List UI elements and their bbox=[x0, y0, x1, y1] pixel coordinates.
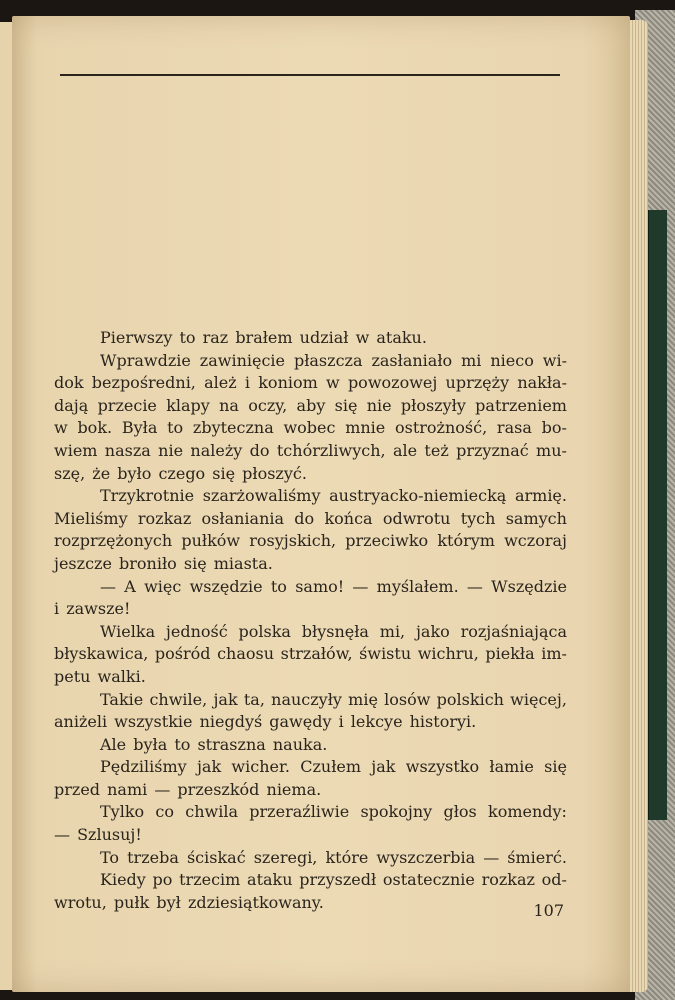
header-rule bbox=[60, 74, 560, 76]
text-line: dają przecie klapy na oczy, aby się nie płoszyły patrzeniem bbox=[54, 395, 567, 415]
text-line: To trzeba ściskać szeregi, które wyszczerbia — śmierć. bbox=[100, 847, 567, 867]
text-line: i zawsze! bbox=[54, 599, 131, 619]
text-line: przed nami — przeszkód niema. bbox=[54, 779, 322, 799]
text-line: w bok. Była to zbyteczna wobec mnie ostrożność, rasa bo- bbox=[54, 418, 567, 438]
text-line: jeszcze broniło się miasta. bbox=[54, 553, 273, 573]
text-line: Pędziliśmy jak wicher. Czułem jak wszystko łamie się bbox=[100, 757, 567, 777]
book-page bbox=[12, 16, 630, 992]
text-line: rozprzężonych pułków rosyjskich, przeciwko którym wczoraj bbox=[54, 531, 567, 551]
text-line: Takie chwile, jak ta, nauczyły mię losów polskich więcej, bbox=[100, 689, 567, 709]
text-line: Tylko co chwila przeraźliwie spokojny głos komendy: bbox=[100, 802, 567, 822]
text-line: — A więc wszędzie to samo! — myślałem. — Wszędzie bbox=[100, 576, 567, 596]
text-line: wrotu, pułk był zdziesiątkowany. bbox=[54, 892, 324, 912]
text-line: Trzykrotnie szarżowaliśmy austryacko-niemiecką armię. bbox=[100, 486, 567, 506]
text-line: Pierwszy to raz brałem udział w ataku. bbox=[100, 328, 427, 347]
page-text bbox=[54, 327, 567, 914]
text-line: wiem nasza nie należy do tchórzliwych, ale też przyznać mu- bbox=[54, 440, 567, 460]
text-line: Kiedy po trzecim ataku przyszedł ostatecznie rozkaz od- bbox=[100, 870, 567, 890]
text-line: Wielka jedność polska błysnęła mi, jako rozjaśniająca bbox=[100, 621, 567, 641]
text-line: dok bezpośredni, ależ i koniom w powozowej uprzęży nakła- bbox=[54, 373, 567, 393]
text-line: petu walki. bbox=[54, 666, 146, 686]
text-line: — Szlusuj! bbox=[54, 825, 142, 845]
text-line: błyskawica, pośród chaosu strzałów, świstu wichru, piekła im- bbox=[54, 644, 567, 664]
book-spine-green bbox=[648, 210, 667, 820]
text-line: szę, że było czego się płoszyć. bbox=[54, 463, 307, 483]
text-line: Mieliśmy rozkaz osłaniania do końca odwrotu tych samych bbox=[54, 508, 567, 528]
text-line: Ale była to straszna nauka. bbox=[100, 734, 328, 754]
text-line: aniżeli wszystkie niegdyś gawędy i lekcye historyi. bbox=[54, 712, 477, 732]
text-line: Wprawdzie zawinięcie płaszcza zasłaniało mi nieco wi- bbox=[100, 350, 567, 370]
page-number: 107 bbox=[533, 901, 564, 920]
